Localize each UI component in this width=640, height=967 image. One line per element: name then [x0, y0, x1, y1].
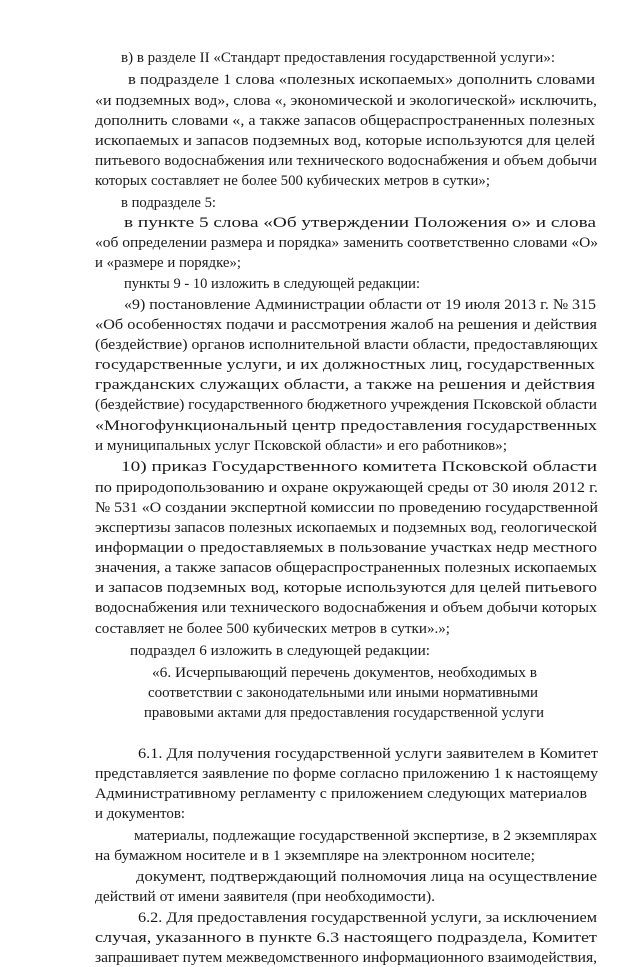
text-line: представляется заявление по форме согласно приложению 1 к настоящему	[95, 766, 598, 782]
text-line: документ, подтверждающий полномочия лица на осуществление	[136, 869, 597, 885]
text-line: (бездействие) органов исполнительной власти области, предоставляющих	[95, 337, 598, 353]
text-line: гражданских служащих области, а также на решения и действия	[95, 377, 595, 393]
text-line: и документов:	[95, 806, 185, 822]
text-line: материалы, подлежащие государственной экспертизе, в 2 экземплярах	[134, 828, 597, 844]
text-line: 6.1. Для получения государственной услуги заявителем в Комитет	[138, 746, 598, 762]
text-line: на бумажном носителе и в 1 экземпляре на электронном носителе;	[95, 848, 535, 864]
text-line: в подразделе 1 слова «полезных ископаемых» дополнить словами	[128, 72, 595, 88]
text-line: «об определении размера и порядка» заменить соответственно словами «О»	[95, 235, 598, 251]
text-line: и «размере и порядке»;	[95, 255, 241, 271]
text-line: «9) постановление Администрации области от 19 июля 2013 г. № 315	[124, 297, 596, 313]
text-line: и запасов подземных вод, которые используются для целей питьевого	[95, 580, 597, 596]
text-line: составляет не более 500 кубических метров в сутки».»;	[95, 621, 450, 637]
text-line: значения, а также запасов общераспространенных полезных ископаемых	[95, 560, 597, 576]
text-line: экспертизы запасов полезных ископаемых и подземных вод, геологической	[95, 520, 597, 536]
text-line: в) в разделе II «Стандарт предоставления государственной услуги»:	[121, 50, 555, 66]
text-line: пункты 9 - 10 изложить в следующей редакции:	[124, 276, 420, 292]
text-line: питьевого водоснабжения или технического водоснабжения и объем добычи	[95, 153, 597, 169]
text-line: Административному регламенту с приложением следующих материалов	[95, 786, 587, 802]
text-line: по природопользованию и охране окружающей среды от 30 июля 2012 г.	[95, 480, 598, 496]
text-line: № 531 «О создании экспертной комиссии по проведению государственной	[95, 500, 598, 516]
text-line: правовыми актами для предоставления государственной услуги	[144, 705, 544, 721]
text-line: «и подземных вод», слова «, экономической и экологической» исключить,	[95, 93, 597, 109]
text-line: (бездействие) государственного бюджетного учреждения Псковской области	[95, 397, 597, 413]
text-line: запрашивает путем межведомственного информационного взаимодействия,	[95, 950, 597, 966]
text-line: которых составляет не более 500 кубических метров в сутки»;	[95, 173, 490, 189]
text-line: в пункте 5 слова «Об утверждении Положения о» и слова	[124, 215, 596, 231]
text-line: дополнить словами «, а также запасов общераспространенных полезных	[95, 113, 595, 129]
text-line: информации о предоставляемых в пользование участках недр местного	[95, 540, 597, 556]
text-line: ископаемых и запасов подземных вод, которые используются для целей	[95, 133, 595, 149]
text-line: в подразделе 5:	[121, 195, 216, 211]
text-line: водоснабжения или технического водоснабжения и объем добычи которых	[95, 600, 597, 616]
text-line: 6.2. Для предоставления государственной услуги, за исключением	[138, 910, 597, 926]
text-line: и муниципальных услуг Псковской области» и его работников»;	[95, 438, 507, 454]
text-line: 10) приказ Государственного комитета Псковской области	[121, 459, 597, 475]
text-line: государственные услуги, и их должностных лиц, государственных	[95, 357, 595, 373]
text-line: «6. Исчерпывающий перечень документов, необходимых в	[152, 665, 537, 681]
text-line: «Об особенностях подачи и рассмотрения жалоб на решения и действия	[95, 317, 597, 333]
text-line: «Многофункциональный центр предоставления государственных	[95, 418, 597, 434]
text-line: соответствии с законодательными или иными нормативными	[148, 685, 538, 701]
text-line: действий от имени заявителя (при необходимости).	[95, 889, 435, 905]
text-line: случая, указанного в пункте 6.3 настоящего подраздела, Комитет	[95, 930, 597, 946]
text-line: подраздел 6 изложить в следующей редакции:	[130, 643, 430, 659]
